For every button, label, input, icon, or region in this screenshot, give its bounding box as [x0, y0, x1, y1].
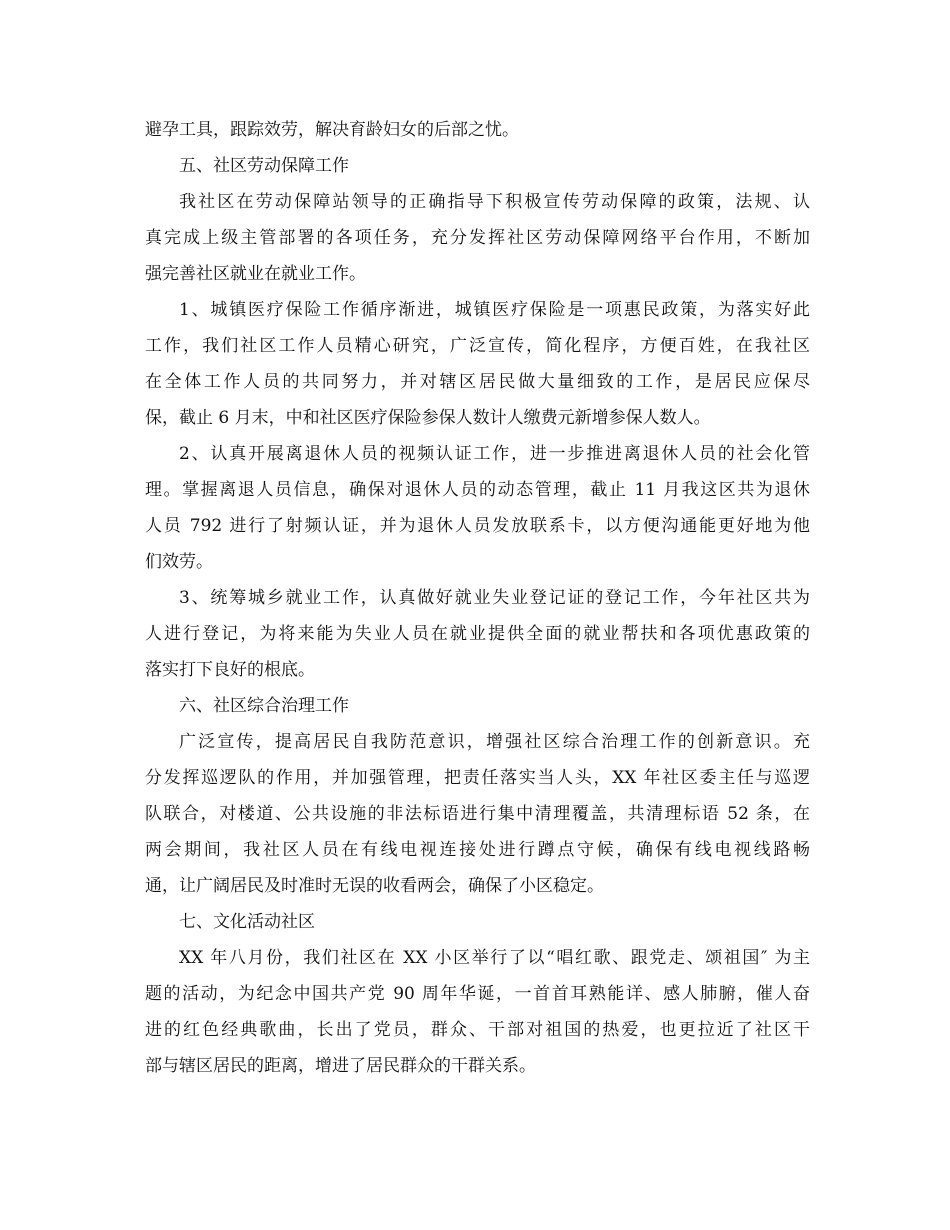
section-heading [145, 688, 810, 724]
paragraph [145, 724, 810, 904]
text-line: XX 年八月份，我们社区在 XX 小区举行了以“唱红歌、跟党走、颂祖国″ 为主 [179, 948, 810, 968]
text-line: 人进行登记，为将来能为失业人员在就业提供全面的就业帮扶和各项优惠政策的 [145, 624, 810, 644]
text-line: 人员 792 进行了射频认证，并为退休人员发放联系卡，以方便沟通能更好地为他 [145, 516, 810, 536]
document-page [145, 112, 810, 1084]
text-line: 强完善社区就业在就业工作。 [145, 264, 366, 284]
text-line: 3、统筹城乡就业工作，认真做好就业失业登记证的登记工作，今年社区共为 [179, 588, 810, 608]
section-heading [145, 904, 810, 940]
text-line: 通，让广阔居民及时准时无误的收看两会，确保了小区稳定。 [145, 876, 604, 896]
text-line: 理。掌握离退人员信息，确保对退休人员的动态管理，截止 11 月我这区共为退休 [145, 480, 810, 500]
paragraph [145, 436, 810, 580]
heading-text: 五、社区劳动保障工作 [179, 156, 349, 176]
paragraph [145, 184, 810, 292]
text-line: 避孕工具，跟踪效劳，解决育龄妇女的后部之忧。 [145, 120, 519, 140]
text-line: 分发挥巡逻队的作用，并加强管理，把责任落实当人头，XX 年社区委主任与巡逻 [145, 768, 810, 788]
paragraph [145, 112, 810, 148]
section-heading [145, 148, 810, 184]
text-line: 工作，我们社区工作人员精心研究，广泛宣传，简化程序，方便百姓，在我社区 [145, 336, 810, 356]
text-line: 保，截止 6 月末，中和社区医疗保险参保人数计人缴费元新增参保人数人。 [145, 408, 711, 428]
text-line: 们效劳。 [145, 552, 213, 572]
text-line: 广泛宣传，提高居民自我防范意识，增强社区综合治理工作的创新意识。充 [179, 732, 810, 752]
text-line: 队联合，对楼道、公共设施的非法标语进行集中清理覆盖，共清理标语 52 条，在 [145, 804, 810, 824]
heading-text: 七、文化活动社区 [179, 912, 315, 932]
text-line: 落实打下良好的根底。 [145, 660, 315, 680]
text-line: 进的红色经典歌曲，长出了党员，群众、干部对祖国的热爱，也更拉近了社区干 [145, 1020, 810, 1040]
text-line: 部与辖区居民的距离，增进了居民群众的干群关系。 [145, 1056, 536, 1076]
heading-text: 六、社区综合治理工作 [179, 696, 349, 716]
text-line: 1、城镇医疗保险工作循序渐进，城镇医疗保险是一项惠民政策，为落实好此 [179, 300, 810, 320]
text-line: 在全体工作人员的共同努力，并对辖区居民做大量细致的工作，是居民应保尽 [145, 372, 810, 392]
text-line: 真完成上级主管部署的各项任务，充分发挥社区劳动保障网络平台作用，不断加 [145, 228, 810, 248]
text-line: 两会期间，我社区人员在有线电视连接处进行蹲点守候，确保有线电视线路畅 [145, 840, 810, 860]
paragraph [145, 580, 810, 688]
text-line: 题的活动，为纪念中国共产党 90 周年华诞，一首首耳熟能详、感人肺腑，催人奋 [145, 984, 810, 1004]
text-line: 我社区在劳动保障站领导的正确指导下积极宣传劳动保障的政策，法规、认 [179, 192, 810, 212]
text-line: 2、认真开展离退休人员的视频认证工作，进一步推进离退休人员的社会化管 [179, 444, 810, 464]
paragraph [145, 292, 810, 436]
paragraph [145, 940, 810, 1084]
